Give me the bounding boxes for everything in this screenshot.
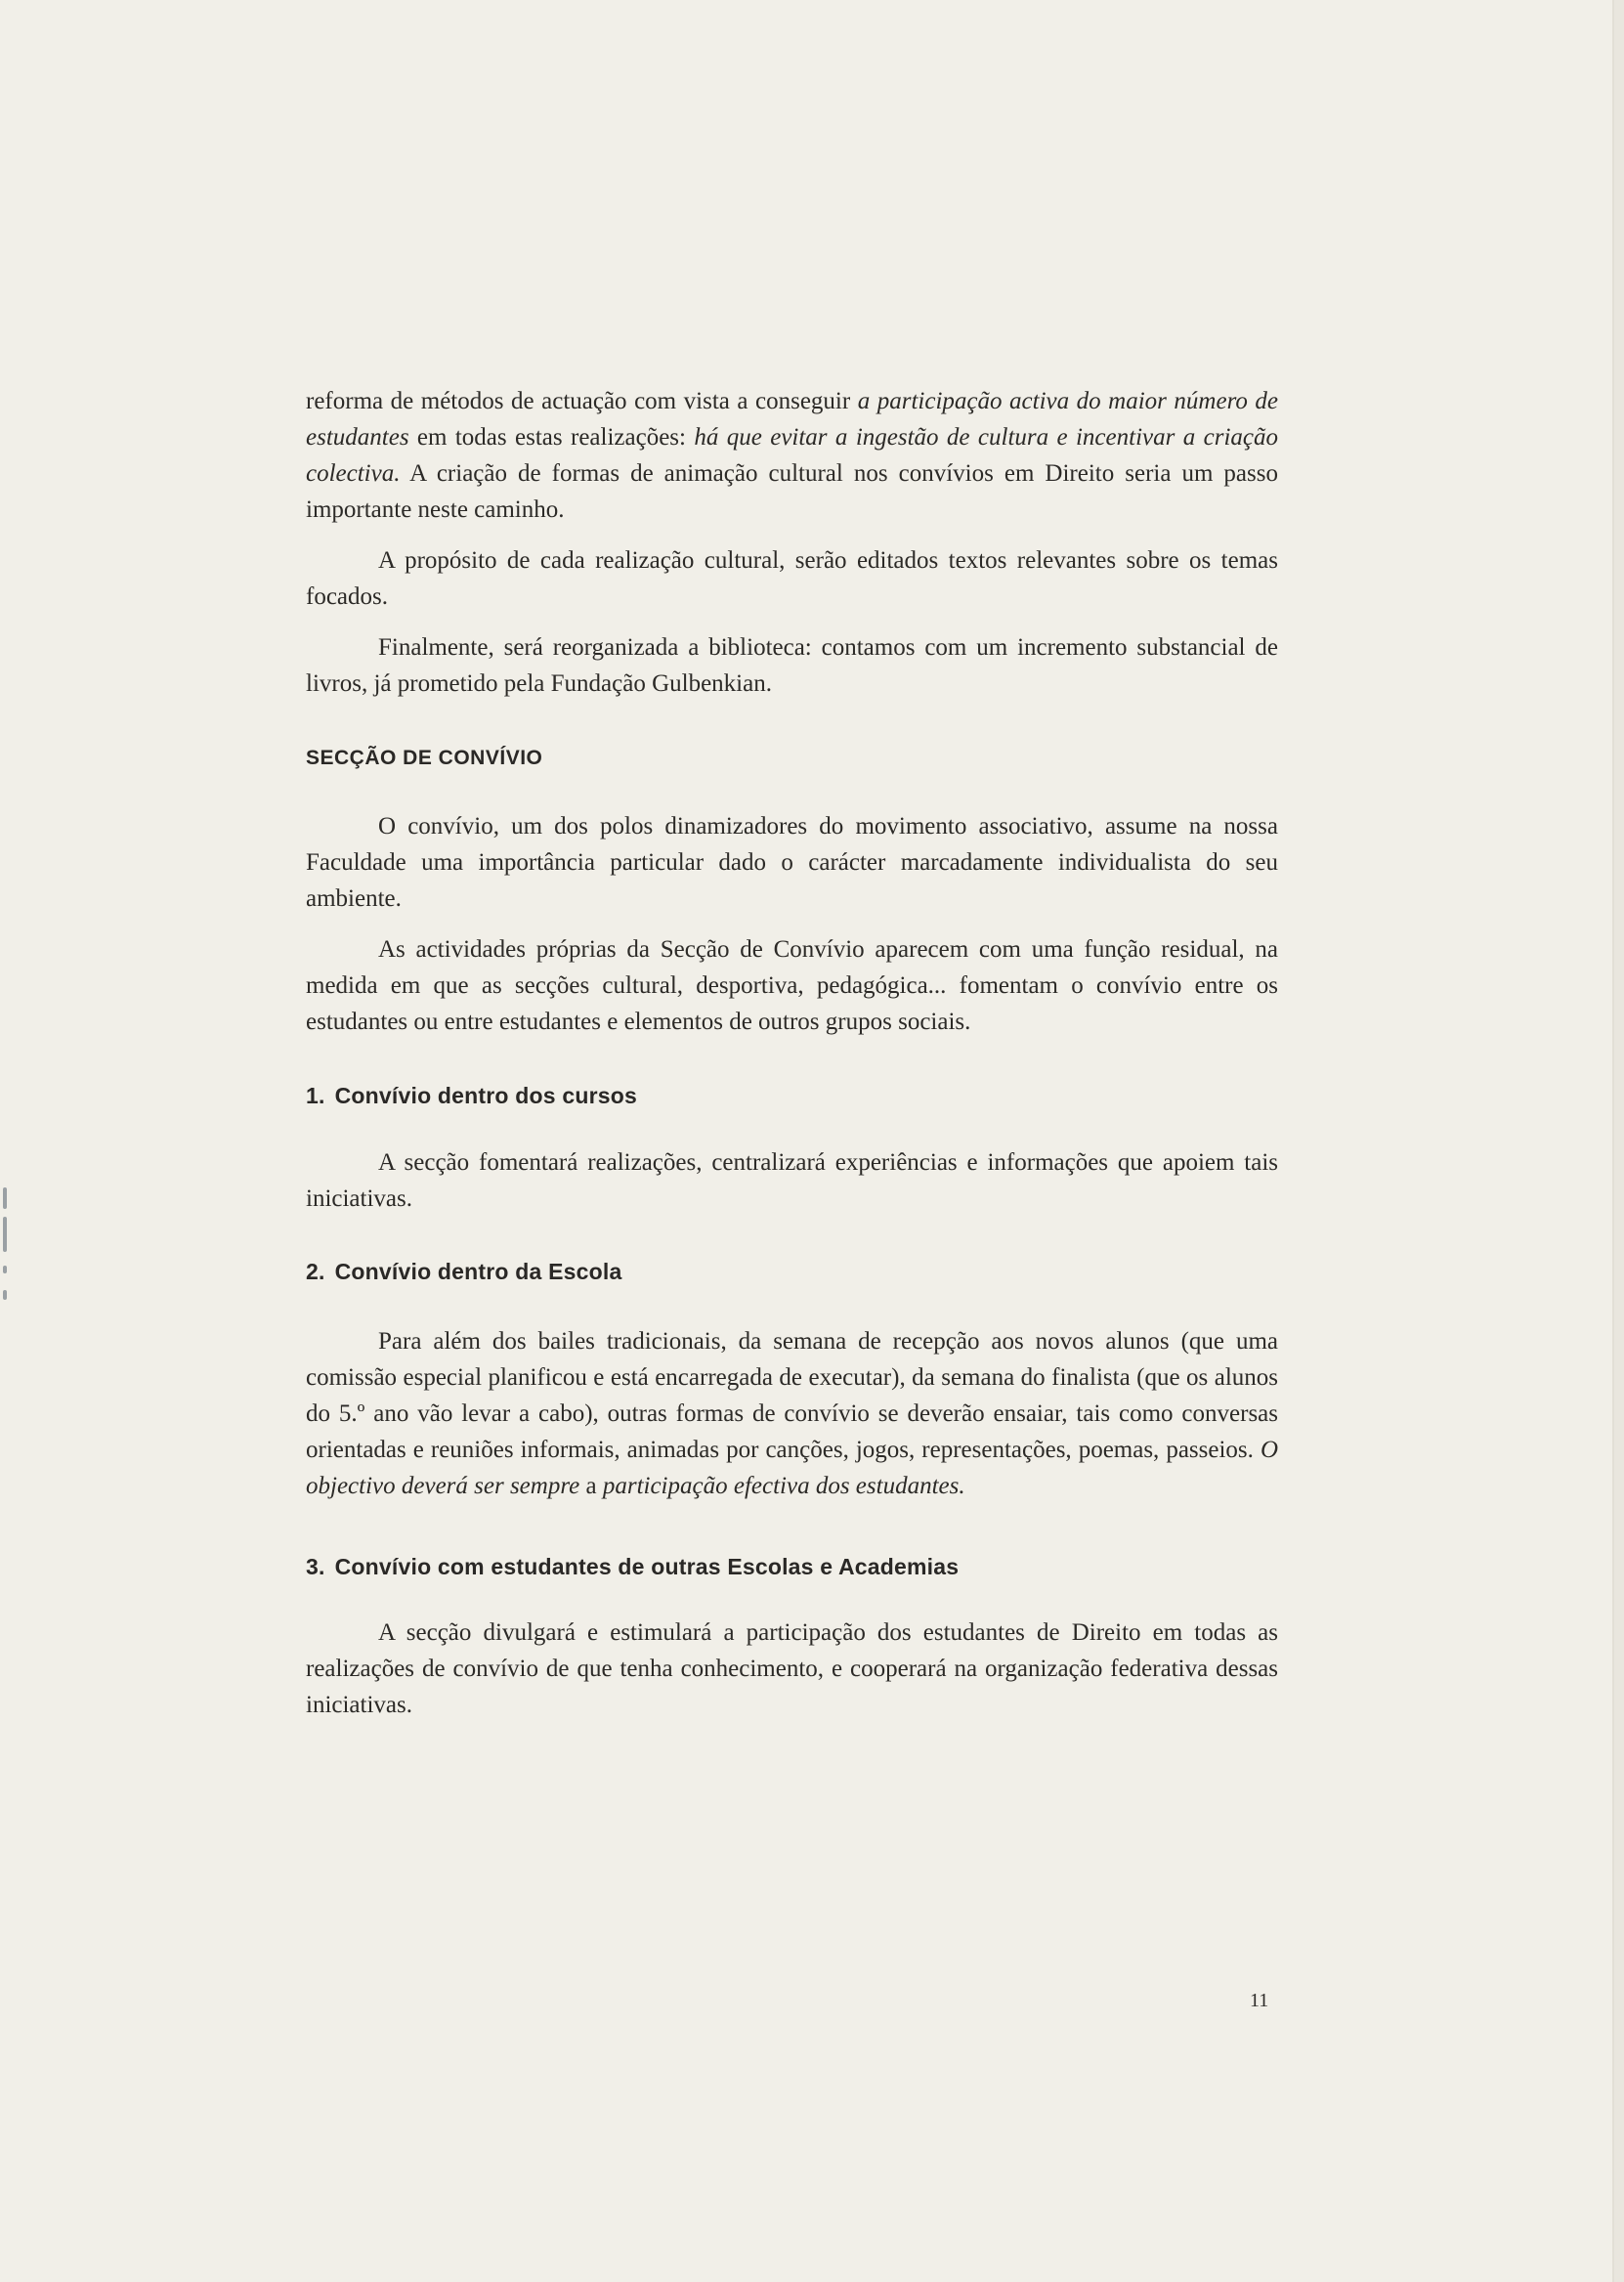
text-run: em todas estas realizações: [408, 424, 695, 451]
subsection-title: Convívio dentro da Escola [334, 1259, 622, 1284]
italic-text: a participação activa do maior número de estudantes [306, 388, 1279, 451]
subsection-number: 1. [306, 1083, 325, 1108]
text-run: A propósito de cada realização cultural, serão editados textos relevantes sobre os temas focados. [306, 547, 1278, 610]
section-intro-paragraph-2: As actividades próprias da Secção de Convívio aparecem com uma função residual, na medida em que as secções cultural, desportiva, pedagógica... fomentam o convívio entre os estudantes ou entre estudantes e elementos de outros grupos sociais. [306, 936, 1278, 1035]
subsection-title: Convívio dentro dos cursos [334, 1083, 637, 1108]
paragraph-top-1 [306, 383, 1278, 528]
page-fold-marks [0, 1168, 14, 1314]
italic-text: participação efectiva dos estudantes. [602, 1473, 965, 1499]
italic-text: O objectivo deverá ser sempre [306, 1437, 1278, 1499]
text-run: a [579, 1473, 603, 1499]
text-run: A secção divulgará e estimulará a participação dos estudantes de Direito em todas as realizações de convívio de que tenha conhecimento, e cooperará na organização federativa dessas iniciativas. [306, 1619, 1278, 1718]
subsection-heading-1 [306, 1080, 1278, 1111]
section-heading: SECÇÃO DE CONVÍVIO [306, 747, 543, 769]
text-run: A secção fomentará realizações, centralizará experiências e informações que apoiem tais iniciativas. [306, 1149, 1278, 1212]
subsection-number: 3. [306, 1554, 325, 1579]
subsection-paragraph-2 [306, 1323, 1278, 1504]
subsection-heading-2 [306, 1256, 1278, 1287]
italic-text: há que evitar a ingestão de cultura e incentivar a criação colectiva. [306, 424, 1278, 487]
subsection-title: Convívio com estudantes de outras Escolas e Academias [334, 1554, 960, 1579]
text-run: Para além dos bailes tradicionais, da semana de recepção aos novos alunos (que uma comissão especial planificou e está encarregada de executar), da semana do finalista (que os alunos do 5.º ano vão levar a cabo), outras formas de convívio se deverão ensaiar, tais como conversas orientadas e reuniões informais, animadas por canções, jogos, representações, poemas, passeios. [306, 1328, 1278, 1463]
paragraph-top-2 [306, 542, 1278, 615]
text-run: A criação de formas de animação cultural nos convívios em Direito seria um passo importante neste caminho. [306, 460, 1278, 523]
subsection-number: 2. [306, 1259, 325, 1284]
text-run: Finalmente, será reorganizada a biblioteca: contamos com um incremento substancial de livros, já prometido pela Fundação Gulbenkian. [306, 634, 1278, 697]
document-body [306, 383, 1278, 1723]
page-number: 11 [1250, 1990, 1269, 2011]
paragraph-top-3 [306, 629, 1278, 702]
subsection-paragraph-1 [306, 1144, 1278, 1217]
subsection-paragraph-3 [306, 1615, 1278, 1723]
text-run: reforma de métodos de actuação com vista a conseguir [306, 388, 858, 414]
subsection-heading-3 [306, 1551, 1278, 1582]
section-intro-paragraph-1: O convívio, um dos polos dinamizadores do movimento associativo, assume na nossa Faculdade uma importância particular dado o carácter marcadamente individualista do seu ambiente. [306, 813, 1278, 912]
